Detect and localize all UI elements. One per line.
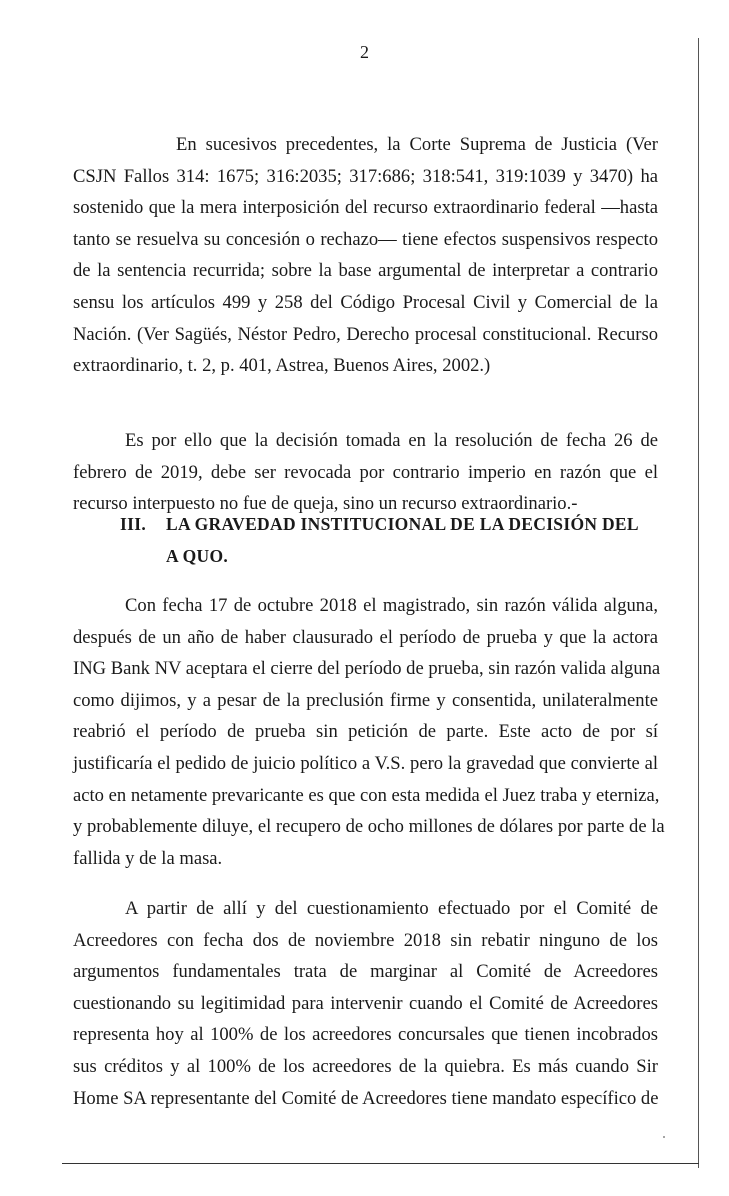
paragraph-line: sus créditos y al 100% de los acreedores de la quiebra. Es más cuando Sir xyxy=(73,1055,658,1077)
paragraph-line: como dijimos, y a pesar de la preclusión firme y consentida, unilateralmente xyxy=(73,689,658,711)
paragraph-line: justificaría el pedido de juicio político a V.S. pero la gravedad que convierte al xyxy=(73,752,658,774)
paragraph-line: tanto se resuelva su concesión o rechazo— tiene efectos suspensivos respecto xyxy=(73,228,658,250)
scan-speck xyxy=(663,1136,665,1138)
paragraph-line: fallida y de la masa. xyxy=(73,847,223,869)
paragraph-precedents xyxy=(73,129,658,382)
paragraph-line: sostenido que la mera interposición del recurso extraordinario federal —hasta xyxy=(73,197,658,219)
paragraph-line: febrero de 2019, debe ser revocada por contrario imperio en razón que el xyxy=(73,461,658,483)
page-number: 2 xyxy=(360,42,369,62)
paragraph-creditors-committee xyxy=(73,893,658,1114)
paragraph-line: cuestionando su legitimidad para intervenir cuando el Comité de Acreedores xyxy=(73,992,658,1014)
paragraph-line: A partir de allí y del cuestionamiento efectuado por el Comité de xyxy=(125,898,658,919)
paragraph-line: Home SA representante del Comité de Acreedores tiene mandato específico de xyxy=(73,1087,659,1109)
paragraph-line: acto en netamente prevaricante es que con esta medida el Juez traba y eterniza, xyxy=(73,784,660,806)
section-title-continuation: A QUO. xyxy=(166,545,229,566)
paragraph-line: CSJN Fallos 314: 1675; 316:2035; 317:686; 318:541, 319:1039 y 3470) ha xyxy=(73,165,658,187)
paragraph-line: y probablemente diluye, el recupero de ocho millones de dólares por parte de la xyxy=(73,816,665,838)
page-edge-bottom xyxy=(62,1163,699,1164)
paragraph-line: recurso interpuesto no fue de queja, sino un recurso extraordinario.- xyxy=(73,493,578,515)
paragraph-line: sensu los artículos 499 y 258 del Código Procesal Civil y Comercial de la xyxy=(73,291,658,313)
paragraph-line: Nación. (Ver Sagüés, Néstor Pedro, Derecho procesal constitucional. Recurso xyxy=(73,323,658,345)
paragraph-revocation xyxy=(73,425,658,520)
section-title: LA GRAVEDAD INSTITUCIONAL DE LA DECISIÓN DEL xyxy=(166,514,639,534)
paragraph-line: Es por ello que la decisión tomada en la resolución de fecha 26 de xyxy=(125,430,658,451)
paragraph-line: ING Bank NV aceptara el cierre del período de prueba, sin razón valida alguna xyxy=(73,658,661,680)
page-edge-right xyxy=(698,38,699,1168)
paragraph-reopening xyxy=(73,590,665,874)
section-heading xyxy=(120,509,660,572)
paragraph-line: extraordinario, t. 2, p. 401, Astrea, Buenos Aires, 2002.) xyxy=(73,355,491,377)
section-number: III. xyxy=(120,514,147,534)
paragraph-line: reabrió el período de prueba sin petición de parte. Este acto de por sí xyxy=(73,721,658,743)
paragraph-line: En sucesivos precedentes, la Corte Suprema de Justicia (Ver xyxy=(176,134,658,155)
paragraph-line: Acreedores con fecha dos de noviembre 2018 sin rebatir ninguno de los xyxy=(73,929,658,951)
paragraph-line: después de un año de haber clausurado el período de prueba y que la actora xyxy=(73,626,658,648)
paragraph-line: de la sentencia recurrida; sobre la base argumental de interpretar a contrario xyxy=(73,260,658,282)
paragraph-line: Con fecha 17 de octubre 2018 el magistrado, sin razón válida alguna, xyxy=(125,595,658,616)
paragraph-line: argumentos fundamentales trata de marginar al Comité de Acreedores xyxy=(73,961,658,983)
paragraph-line: representa hoy al 100% de los acreedores concursales que tienen incobrados xyxy=(73,1024,658,1046)
